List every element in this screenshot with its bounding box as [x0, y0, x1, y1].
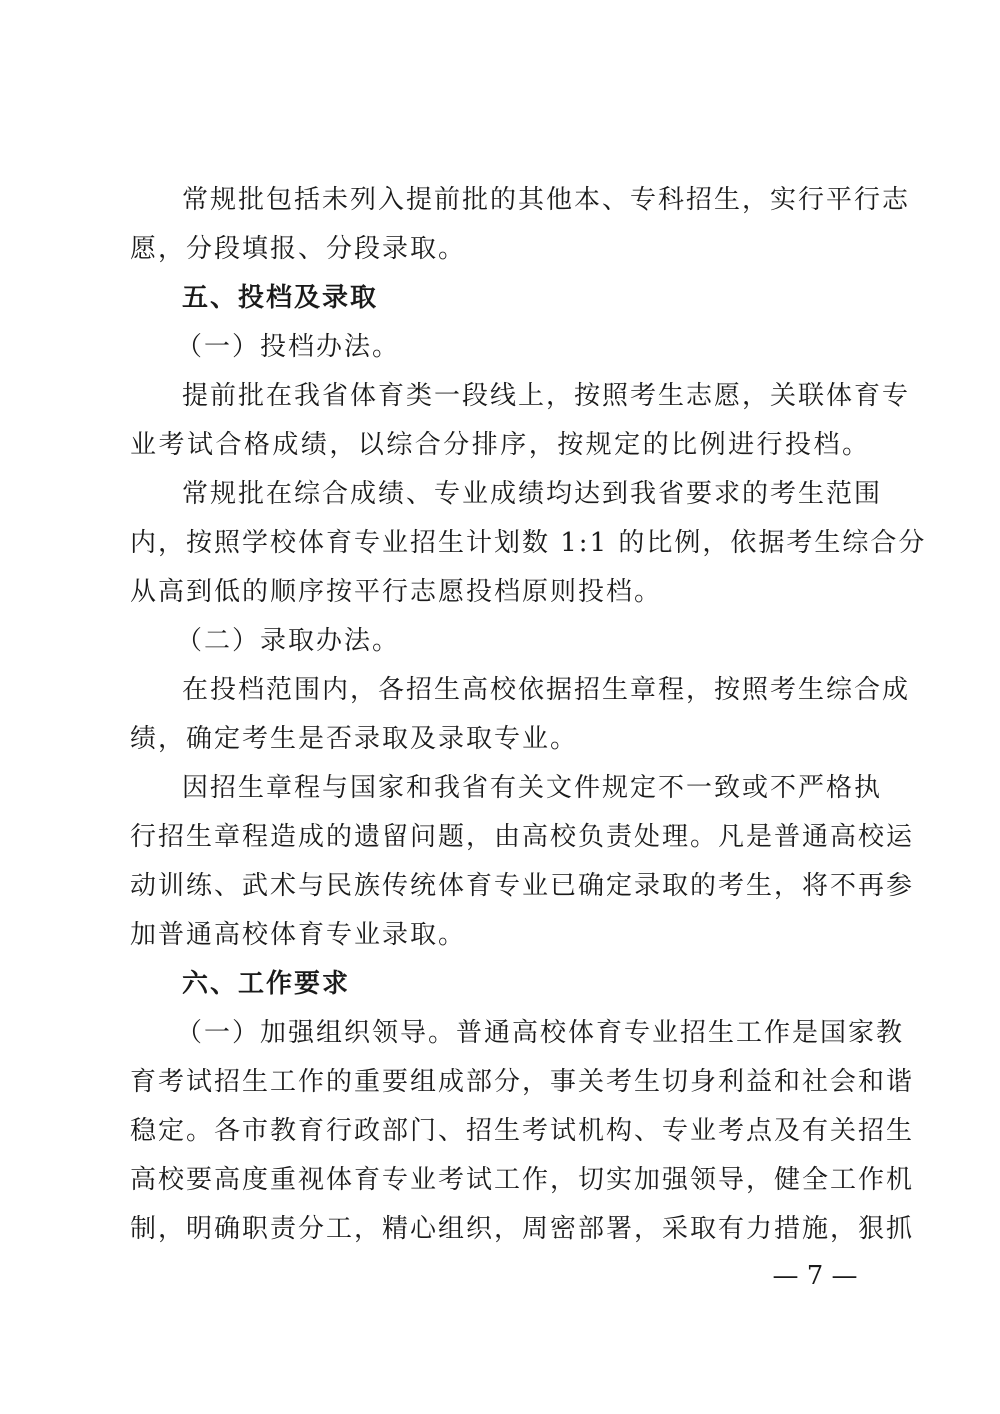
page-number: — 7 — — [772, 1261, 858, 1291]
paragraph-line: 提前批在我省体育类一段线上，按照考生志愿，关联体育专 — [182, 381, 911, 411]
paragraph-line: 从高到低的顺序按平行志愿投档原则投档。 — [130, 577, 663, 607]
paragraph-line: 愿，分段填报、分段录取。 — [130, 234, 467, 264]
paragraph-line: 育考试招生工作的重要组成部分，事关考生切身利益和社会和谐 — [130, 1067, 915, 1097]
paragraph-line: 动训练、武术与民族传统体育专业已确定录取的考生，将不再参 — [130, 871, 915, 901]
paragraph-line: （一）加强组织领导。普通高校体育专业招生工作是国家教 — [176, 1018, 905, 1048]
paragraph-line: 常规批包括未列入提前批的其他本、专科招生，实行平行志 — [182, 185, 911, 215]
paragraph-line: 内，按照学校体育专业招生计划数 1:1 的比例，依据考生综合分 — [130, 528, 927, 558]
paragraph-line: 在投档范围内，各招生高校依据招生章程，按照考生综合成 — [182, 675, 911, 705]
paragraph-line: 常规批在综合成绩、专业成绩均达到我省要求的考生范围 — [182, 479, 883, 509]
paragraph-line: 稳定。各市教育行政部门、招生考试机构、专业考点及有关招生 — [130, 1116, 915, 1146]
paragraph-line: 加普通高校体育专业录取。 — [130, 920, 467, 950]
section-heading-6: 六、工作要求 — [182, 969, 351, 999]
paragraph-line: 高校要高度重视体育专业考试工作，切实加强领导，健全工作机 — [130, 1165, 915, 1195]
paragraph-line: 因招生章程与国家和我省有关文件规定不一致或不严格执 — [182, 773, 883, 803]
subsection-heading: （一）投档办法。 — [176, 332, 401, 362]
paragraph-line: 绩，确定考生是否录取及录取专业。 — [130, 724, 579, 754]
paragraph-line: 制，明确职责分工，精心组织，周密部署，采取有力措施，狠抓 — [130, 1214, 915, 1244]
subsection-heading: （二）录取办法。 — [176, 626, 401, 656]
section-heading-5: 五、投档及录取 — [182, 283, 379, 313]
paragraph-line: 业考试合格成绩，以综合分排序，按规定的比例进行投档。 — [130, 430, 870, 460]
paragraph-line: 行招生章程造成的遗留问题，由高校负责处理。凡是普通高校运 — [130, 822, 915, 852]
